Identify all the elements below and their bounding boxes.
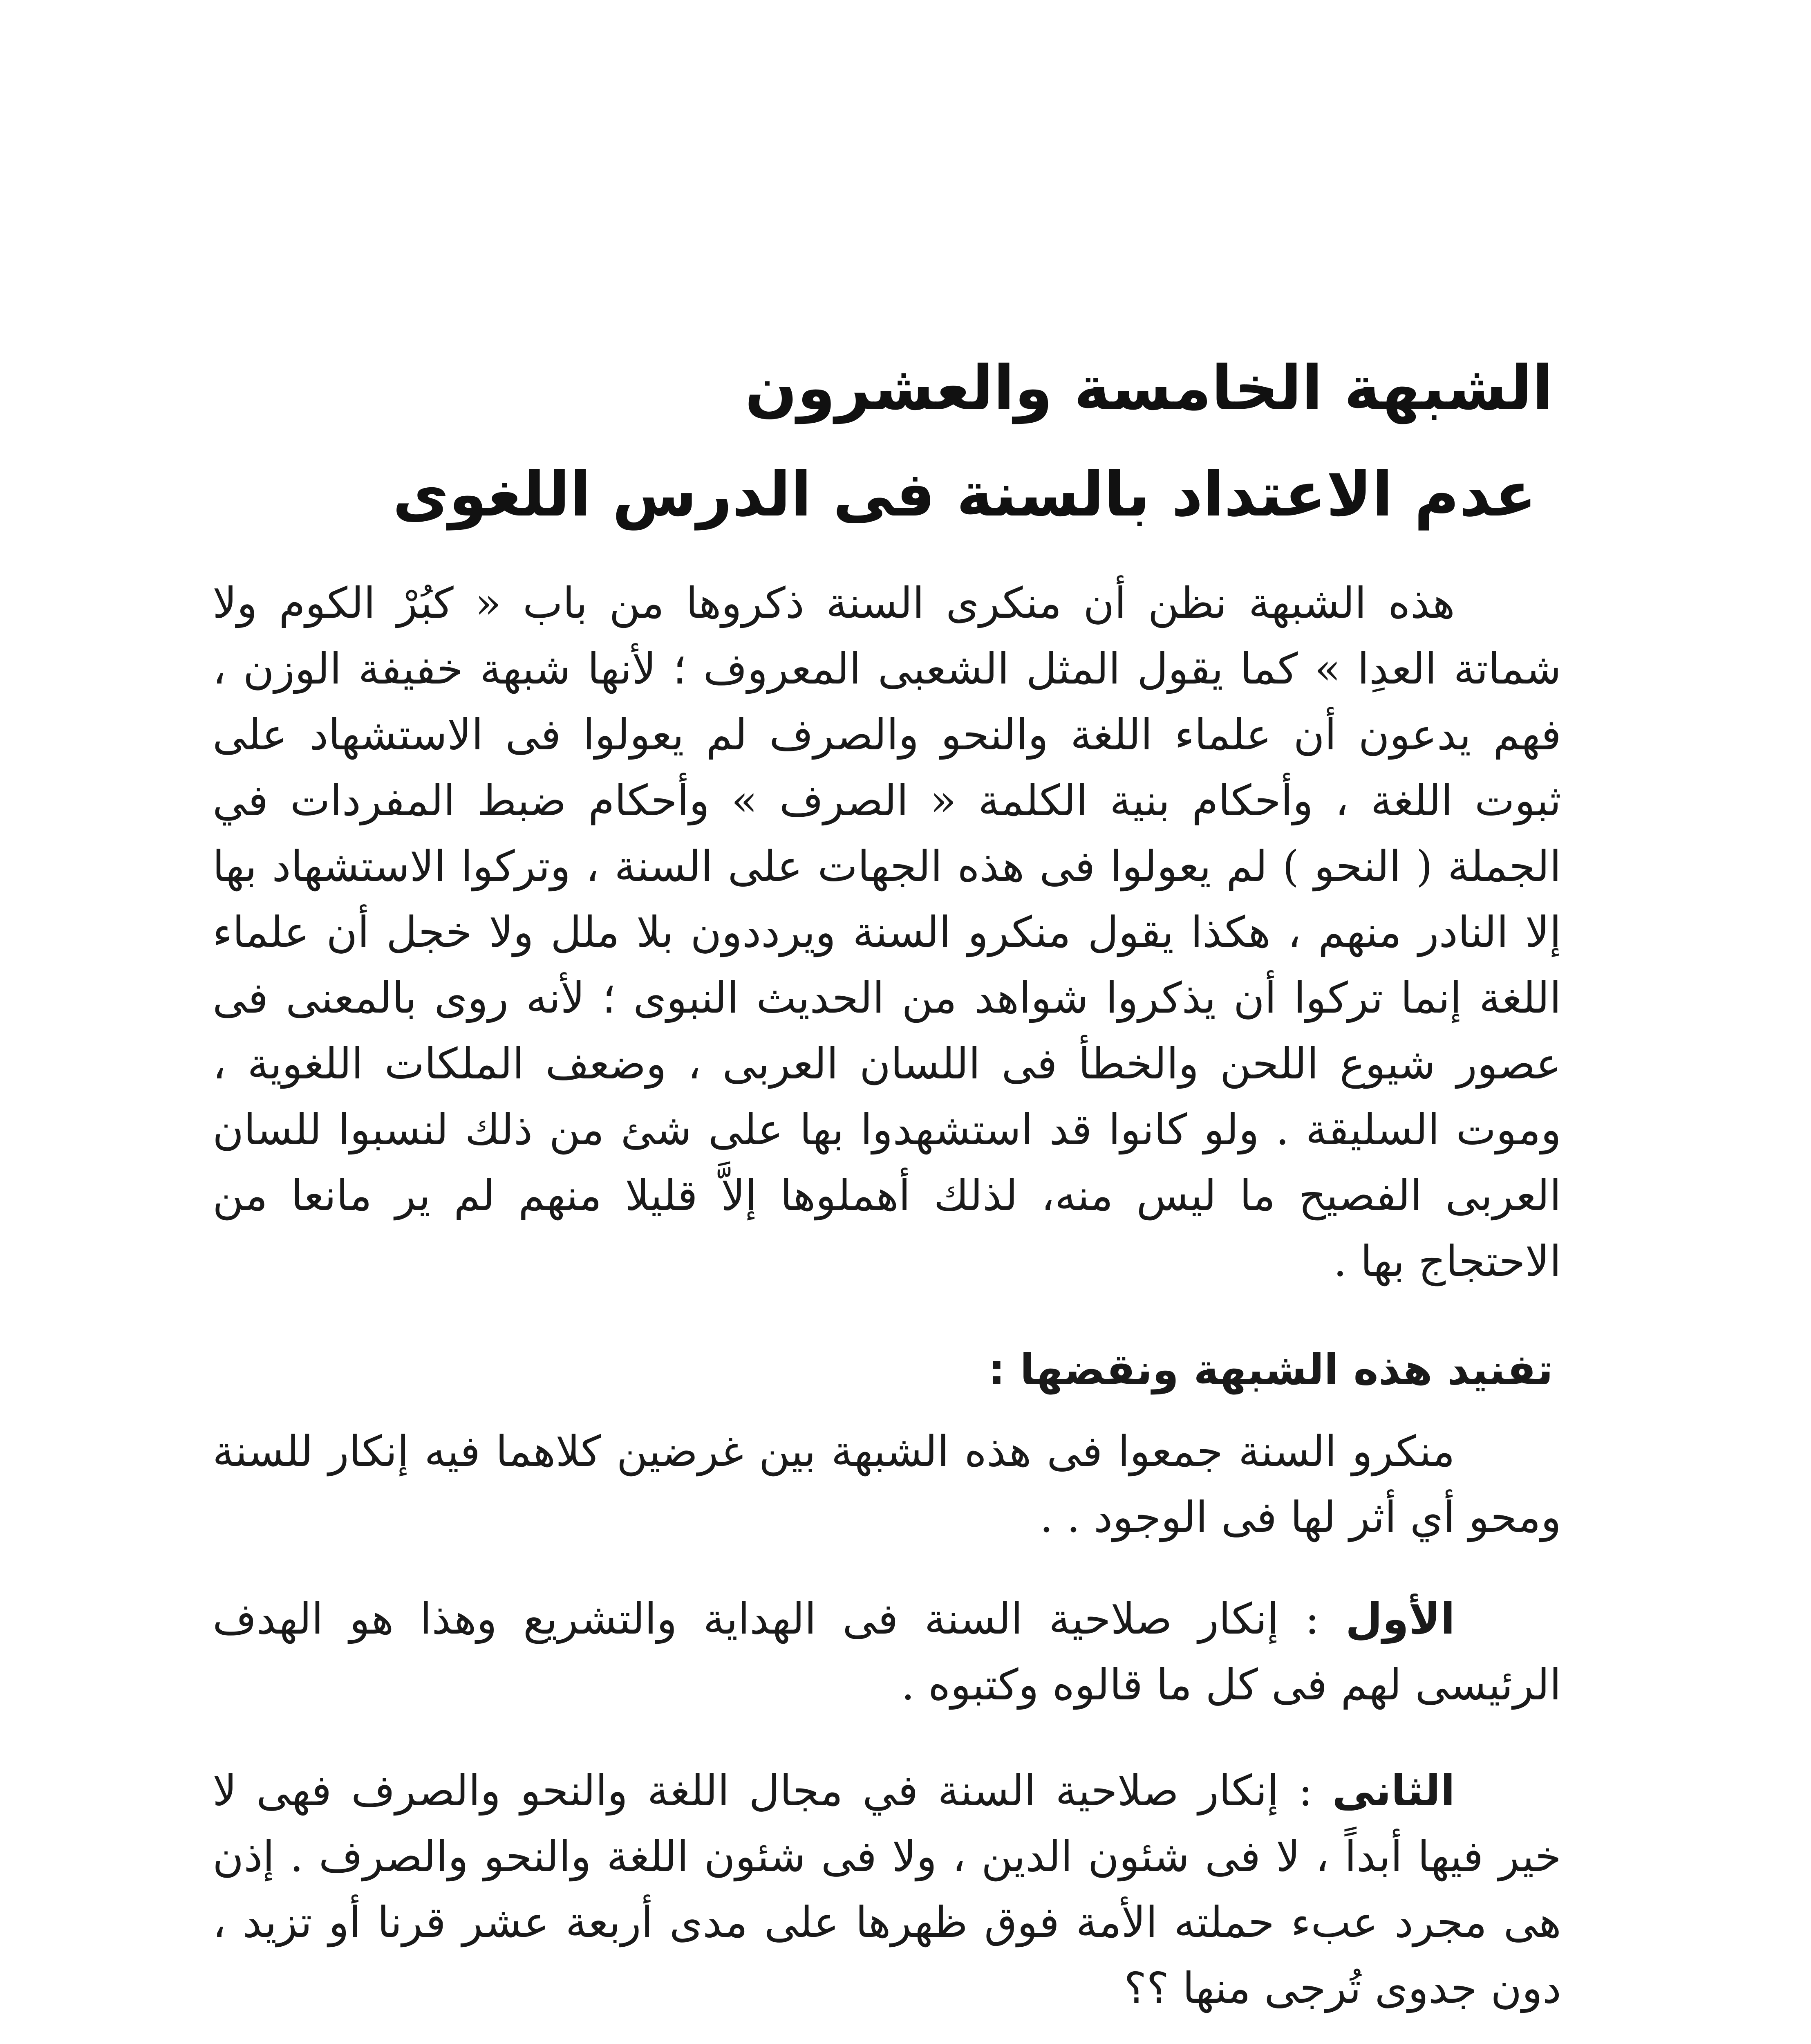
refutation-text: منكرو السنة جمعوا فى هذه الشبهة بين غرضين كلاهما فيه إنكار للسنة ومحو أي أثر لها فى الوجود . . xyxy=(213,1426,1561,1542)
intro-paragraph xyxy=(213,570,1561,1294)
refutation-paragraph xyxy=(213,1419,1561,1550)
second-point-paragraph xyxy=(213,1758,1561,2021)
second-point-text: : إنكار صلاحية السنة في مجال اللغة والنحو والصرف فهى لا خير فيها أبداً ، لا فى شئون الدين ، ولا فى شئون اللغة والنحو والصرف . إذن هى مجرد عبء حملته الأمة فوق ظهرها على مدى أربعة عشر قرنا أو تزيد ، دون جدوى تُرجى منها ؟؟ xyxy=(213,1766,1561,2013)
first-point-text: : إنكار صلاحية السنة فى الهداية والتشريع وهذا هو الهدف الرئيسى لهم فى كل ما قالوه وكتبوه . xyxy=(213,1594,1561,1710)
intro-text: هذه الشبهة نظن أن منكرى السنة ذكروها من باب « كبُرْ الكوم ولا شماتة العدِا » كما يقول المثل الشعبى المعروف ؛ لأنها شبهة خفيفة الوزن ، فهم يدعون أن علماء اللغة والنحو والصرف لم يعولوا فى الاستشهاد على ثبوت اللغة ، وأحكام بنية الكلمة « الصرف » وأحكام ضبط المفردات في الجملة ( النحو ) لم يعولوا فى هذه الجهات على السنة ، وتركوا الاستشهاد بها إلا النادر منهم ، هكذا يقول منكرو السنة ويرددون بلا ملل ولا خجل أن علماء اللغة إنما تركوا أن يذكروا شواهد من الحديث النبوى ؛ لأنه روى بالمعنى فى عصور شيوع اللحن والخطأ فى اللسان العربى ، وضعف الملكات اللغوية ، وموت السليقة . ولو كانوا قد استشهدوا بها على شئ من ذلك لنسبوا للسان العربى الفصيح ما ليس منه، لذلك أهملوها إلاَّ قليلا منهم لم ير مانعا من الاحتجاج بها . xyxy=(213,578,1562,1286)
second-point-block xyxy=(213,1758,1561,2021)
intro-paragraph-block xyxy=(213,570,1561,1294)
first-point-label: الأول xyxy=(1345,1594,1455,1644)
chapter-subtitle: عدم الاعتداد بالسنة فى الدرس اللغوى xyxy=(392,459,1537,530)
first-point-paragraph xyxy=(213,1586,1561,1718)
chapter-title: الشبهة الخامسة والعشرون xyxy=(745,353,1553,424)
refutation-paragraph-block xyxy=(213,1419,1561,1550)
refutation-heading: تفنيد هذه الشبهة ونقضها : xyxy=(988,1345,1553,1394)
first-point-block xyxy=(213,1586,1561,1718)
second-point-label: الثانى xyxy=(1332,1766,1455,1815)
